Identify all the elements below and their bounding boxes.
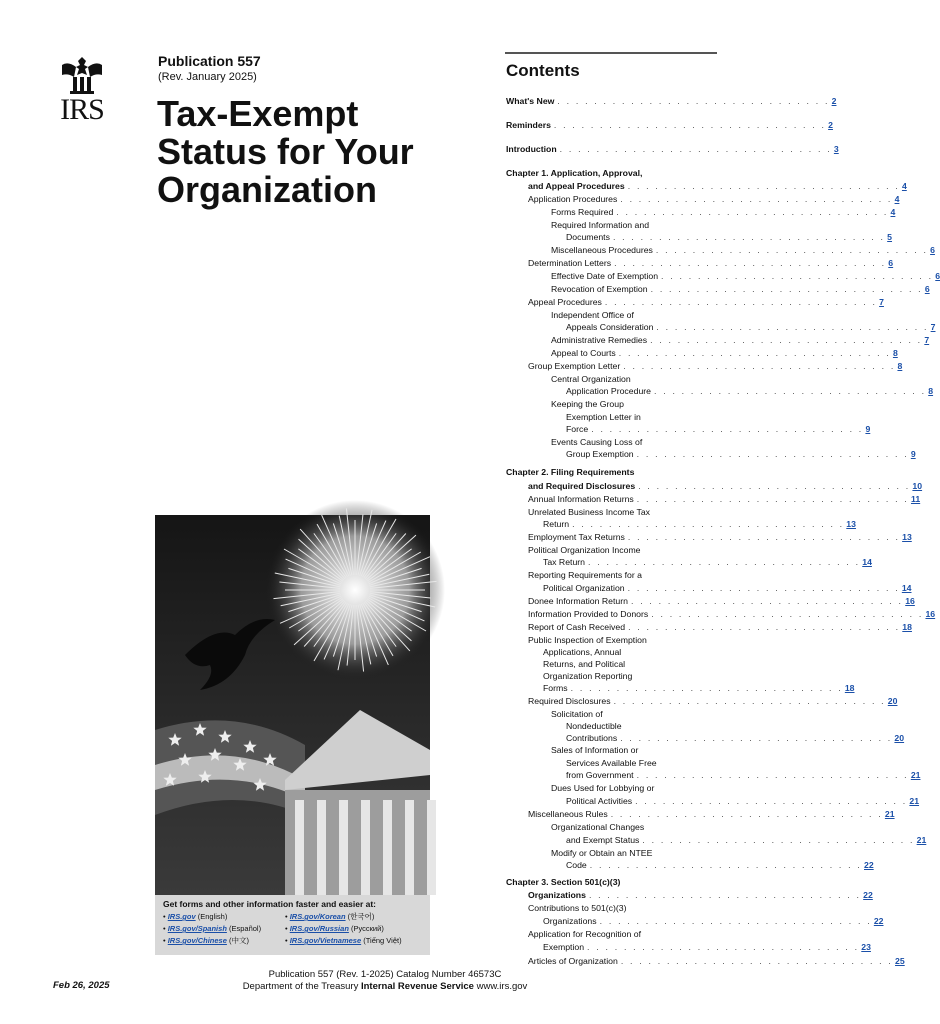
toc-leader-dots: . . . . . . . . . . . . . . . . . . . . . . . . . . . . . . [613, 696, 886, 706]
toc-entry [506, 821, 718, 833]
toc-page-link[interactable]: 6 [935, 271, 940, 281]
toc-entry [506, 658, 718, 670]
toc-entry-label: Exemption Letter in [566, 412, 641, 422]
toc-entry[interactable] [506, 180, 907, 192]
toc-page-link[interactable]: 22 [873, 916, 884, 926]
toc-entry[interactable] [506, 493, 921, 505]
toc-entry-label: Chapter 3. Section 501(c)(3) [506, 877, 621, 887]
toc-entry-label: Determination Letters [528, 258, 612, 268]
language-link[interactable]: IRS.gov/Korean [289, 912, 346, 921]
toc-entry [506, 373, 718, 385]
links-column [163, 911, 261, 947]
toc-entry-label: Political Organization Income [528, 545, 641, 555]
toc-entry-label: Returns, and Political [543, 659, 626, 669]
toc-page-link[interactable]: 18 [902, 622, 912, 632]
toc-entry-label: Return [543, 519, 570, 529]
toc-entry[interactable] [506, 695, 898, 707]
toc-entry-label: Events Causing Loss of [551, 437, 643, 447]
toc-entry-label: Required Information and [551, 220, 650, 230]
toc-entry-label: Application Procedure [566, 386, 651, 396]
title-line: Organization [157, 169, 378, 210]
language-link[interactable]: IRS.gov/Russian [289, 924, 349, 933]
toc-leader-dots: . . . . . . . . . . . . . . . . . . . . . . . . . . . . . . [655, 245, 929, 255]
toc-entry [506, 436, 718, 448]
toc-entry-label: Nondeductible [566, 721, 622, 731]
toc-page-link[interactable]: 9 [865, 424, 871, 434]
toc-leader-dots: . . . . . . . . . . . . . . . . . . . . . . . . . . . . . . [642, 835, 915, 845]
toc-entry-label: Application for Recognition of [528, 929, 642, 939]
cover-link-item: • IRS.gov/Spanish (Español) [163, 924, 262, 933]
toc-entry [506, 670, 718, 682]
toc-entry-label: Tax Return [543, 557, 586, 567]
toc-entry[interactable] [506, 296, 884, 308]
toc-page-link[interactable]: 8 [897, 361, 903, 371]
toc-entry-label: Political Activities [566, 796, 633, 806]
toc-entry [506, 309, 718, 321]
toc-entry [506, 569, 718, 581]
toc-entry[interactable] [506, 531, 912, 543]
toc-leader-dots: . . . . . . . . . . . . . . . . . . . . . . . . . . . . . . [610, 809, 883, 819]
toc-entry-label: Administrative Remedies [551, 335, 648, 345]
toc-leader-dots: . . . . . . . . . . . . . . . . . . . . . . . . . . . . . . [650, 284, 923, 294]
toc-entry[interactable] [506, 270, 940, 282]
toc-entry-label: from Government [566, 770, 634, 780]
footer-catalog: Publication 557 (Rev. 1-2025) Catalog Number 46573C [268, 969, 502, 980]
cover-link-item: • IRS.gov/Russian (Русский) [285, 924, 384, 933]
toc-entry-label: Miscellaneous Rules [528, 809, 608, 819]
toc-leader-dots: . . . . . . . . . . . . . . . . . . . . . . . . . . . . . . [636, 770, 909, 780]
language-link[interactable]: IRS.gov/Vietnamese [289, 936, 362, 945]
toc-entry-label: Employment Tax Returns [528, 532, 625, 542]
toc-leader-dots: . . . . . . . . . . . . . . . . . . . . . . . . . . . . . . [588, 890, 862, 900]
toc-entry-label: Dues Used for Lobbying or [551, 783, 655, 793]
toc-entry [506, 847, 718, 859]
irs-logo [50, 55, 114, 127]
toc-entry [506, 708, 718, 720]
toc-entry-label: Code [566, 860, 587, 870]
footer-dept-name: Department of the Treasury [242, 981, 359, 992]
toc-entry [506, 219, 718, 231]
title-line: Status for Your [157, 131, 414, 172]
toc-leader-dots: . . . . . . . . . . . . . . . . . . . . . . . . . . . . . . [620, 194, 893, 204]
toc-entry[interactable] [506, 448, 916, 460]
toc-entry[interactable] [506, 769, 921, 781]
toc-page-link[interactable]: 6 [930, 245, 935, 255]
toc-entry [506, 720, 718, 732]
toc-entry-label: Reminders [506, 120, 551, 130]
toc-leader-dots: . . . . . . . . . . . . . . . . . . . . . . . . . . . . . . [636, 449, 909, 459]
toc-entry [506, 167, 718, 179]
toc-entry-label: Appeal Procedures [528, 297, 602, 307]
toc-entry[interactable] [506, 732, 905, 744]
toc-leader-dots: . . . . . . . . . . . . . . . . . . . . . . . . . . . . . . [635, 796, 908, 806]
toc-entry-label: Organizations [543, 916, 597, 926]
language-note: (中文) [226, 936, 249, 945]
toc-entry-label: Services Available Free [566, 758, 657, 768]
toc-entry-label: and Appeal Procedures [528, 181, 625, 191]
toc-page-link[interactable]: 5 [887, 232, 893, 242]
toc-page-link[interactable]: 7 [924, 335, 930, 345]
toc-entry-label: Revocation of Exemption [551, 284, 648, 294]
toc-entry[interactable] [506, 595, 915, 607]
toc-entry-label: Information Provided to Donors [528, 609, 649, 619]
toc-page-link[interactable]: 2 [831, 96, 837, 106]
toc-entry-label: Exemption [543, 942, 585, 952]
toc-entry[interactable] [506, 955, 905, 967]
toc-entry-label: Required Disclosures [528, 696, 611, 706]
language-link[interactable]: IRS.gov/Spanish [167, 924, 227, 933]
toc-page-link[interactable]: 14 [901, 583, 912, 593]
toc-entry-label: Application Procedures [528, 194, 618, 204]
toc-leader-dots: . . . . . . . . . . . . . . . . . . . . . . . . . . . . . . [654, 386, 927, 396]
toc-entry[interactable] [506, 119, 833, 131]
toc-page-link[interactable]: 2 [828, 120, 833, 130]
toc-entry-label: Political Organization [543, 583, 625, 593]
toc-entry[interactable] [506, 257, 894, 269]
toc-entry [506, 902, 718, 914]
cover-link-item: • IRS.gov (English) [163, 912, 228, 921]
toc-entry-label: Organizations [528, 890, 586, 900]
toc-entry-label: Independent Office of [551, 310, 634, 320]
toc-leader-dots: . . . . . . . . . . . . . . . . . . . . . . . . . . . . . . [557, 96, 830, 106]
toc-entry [506, 634, 718, 646]
language-link[interactable]: IRS.gov/Chinese [167, 936, 227, 945]
language-link[interactable]: IRS.gov [167, 912, 196, 921]
toc-entry[interactable] [506, 834, 927, 846]
toc-entry[interactable] [506, 244, 935, 256]
toc-entry [506, 506, 718, 518]
toc-entry[interactable] [506, 480, 923, 492]
contents-title: Contents [506, 61, 580, 80]
toc-entry-label: Organizational Changes [551, 822, 645, 832]
toc-entry-label: Group Exemption Letter [528, 361, 621, 371]
toc-page-link[interactable]: 10 [912, 481, 923, 491]
toc-page-link[interactable]: 16 [905, 596, 915, 606]
toc-leader-dots: . . . . . . . . . . . . . . . . . . . . . . . . . . . . . . [661, 271, 934, 281]
toc-leader-dots: . . . . . . . . . . . . . . . . . . . . . . . . . . . . . . [623, 361, 896, 371]
toc-entry[interactable] [506, 582, 912, 594]
toc-leader-dots: . . . . . . . . . . . . . . . . . . . . . . . . . . . . . . [589, 860, 862, 870]
toc-page-link[interactable]: 18 [844, 683, 855, 693]
toc-page-link[interactable]: 16 [925, 609, 936, 619]
toc-entry-label: Solicitation of [551, 709, 603, 719]
toc-page-link[interactable]: 20 [887, 696, 898, 706]
cover-link-item: • IRS.gov/Chinese (中文) [163, 936, 249, 945]
toc-entry[interactable] [506, 915, 884, 927]
footer-irs-name: Internal Revenue Service [360, 981, 474, 992]
toc-page-link[interactable]: 6 [888, 258, 894, 268]
title-line: Tax-Exempt [157, 93, 359, 134]
toc-entry-label: Reporting Requirements for a [528, 570, 642, 580]
toc-entry[interactable] [506, 206, 896, 218]
toc-page-link[interactable]: 9 [910, 449, 916, 459]
toc-entry[interactable] [506, 385, 934, 397]
toc-entry-label: Report of Cash Received [528, 622, 626, 632]
toc-page-link[interactable]: 21 [884, 809, 895, 819]
irs-logo-text: IRS [60, 93, 104, 126]
page-title [157, 95, 414, 209]
cover-link-item: • IRS.gov/Korean (한국어) [285, 912, 375, 921]
toc-leader-dots: . . . . . . . . . . . . . . . . . . . . . . . . . . . . . . [638, 481, 911, 491]
toc-page-link[interactable]: 14 [862, 557, 872, 567]
toc-entry [506, 411, 718, 423]
toc-entry-label: Unrelated Business Income Tax [528, 507, 651, 517]
toc-entry[interactable] [506, 941, 871, 953]
toc-entry-label: Public Inspection of Exemption [528, 635, 647, 645]
toc-entry-label: Forms Required [551, 207, 614, 217]
toc-leader-dots: . . . . . . . . . . . . . . . . . . . . . . . . . . . . . . [651, 609, 924, 619]
toc-entry-label: Documents [566, 232, 610, 242]
toc-entry-label: Miscellaneous Procedures [551, 245, 653, 255]
toc-entry-label: and Required Disclosures [528, 481, 636, 491]
toc-leader-dots: . . . . . . . . . . . . . . . . . . . . . . . . . . . . . . [618, 348, 891, 358]
toc-page-link[interactable]: 22 [863, 890, 873, 900]
toc-page-link[interactable]: 25 [895, 956, 905, 966]
toc-entry[interactable] [506, 556, 872, 568]
toc-leader-dots: . . . . . . . . . . . . . . . . . . . . . . . . . . . . . . [656, 322, 929, 332]
toc-page-link[interactable]: 13 [902, 532, 912, 542]
publication-revision: (Rev. January 2025) [158, 71, 257, 83]
language-note: (Русский) [348, 924, 384, 933]
toc-entry[interactable] [506, 621, 912, 633]
toc-page-link[interactable]: 6 [924, 284, 930, 294]
toc-entry [506, 466, 718, 478]
toc-entry-label: Contributions to 501(c)(3) [528, 903, 627, 913]
toc-entry-label: Appeal to Courts [551, 348, 616, 358]
toc-leader-dots: . . . . . . . . . . . . . . . . . . . . . . . . . . . . . . [650, 335, 923, 345]
toc-entry-label: Contributions [566, 733, 618, 743]
toc-page-link[interactable]: 21 [916, 835, 927, 845]
cover-illustration [155, 515, 430, 955]
language-note: (Español) [226, 924, 262, 933]
toc-entry[interactable] [506, 347, 898, 359]
toc-entry [506, 398, 718, 410]
footer-website: www.irs.gov [476, 981, 528, 992]
toc-leader-dots: . . . . . . . . . . . . . . . . . . . . . . . . . . . . . . [616, 207, 889, 217]
toc-entry[interactable] [506, 321, 936, 333]
toc-page-link[interactable]: 3 [833, 144, 839, 154]
toc-leader-dots: . . . . . . . . . . . . . . . . . . . . . . . . . . . . . . [587, 942, 860, 952]
toc-page-link[interactable]: 21 [910, 770, 921, 780]
toc-entry[interactable] [506, 95, 837, 107]
language-note: (Tiếng Việt) [361, 936, 402, 945]
toc-entry-label: Forms [543, 683, 568, 693]
toc-page-link[interactable]: 7 [930, 322, 936, 332]
toc-page-link[interactable]: 21 [909, 796, 920, 806]
toc-entry-label: Keeping the Group [551, 399, 624, 409]
toc-page-link[interactable]: 13 [846, 519, 856, 529]
toc-entry [506, 544, 718, 556]
toc-entry-label: Chapter 2. Filing Requirements [506, 467, 635, 477]
toc-entry-label: Force [566, 424, 589, 434]
toc-leader-dots: . . . . . . . . . . . . . . . . . . . . . . . . . . . . . . [570, 683, 843, 693]
toc-entry-label: Appeals Consideration [566, 322, 654, 332]
toc-leader-dots: . . . . . . . . . . . . . . . . . . . . . . . . . . . . . . [636, 494, 909, 504]
toc-entry-label: What's New [506, 96, 555, 106]
toc-entry[interactable] [506, 889, 873, 901]
toc-leader-dots: . . . . . . . . . . . . . . . . . . . . . . . . . . . . . . [591, 424, 864, 434]
toc-page-link[interactable]: 4 [890, 207, 896, 217]
toc-entry [506, 744, 718, 756]
toc-entry-label: and Exempt Status [566, 835, 640, 845]
toc-entry-label: Applications, Annual [543, 647, 622, 657]
toc-entry-label: Effective Date of Exemption [551, 271, 659, 281]
eagle-emblem-icon [58, 55, 106, 95]
links-column [285, 911, 402, 947]
language-note: (한국어) [345, 912, 375, 921]
toc-entry-label: Articles of Organization [528, 956, 618, 966]
toc-page-link[interactable]: 8 [892, 348, 898, 358]
toc-page-link[interactable]: 4 [894, 194, 900, 204]
toc-entry-label: Donee Information Return [528, 596, 628, 606]
toc-leader-dots: . . . . . . . . . . . . . . . . . . . . . . . . . . . . . . [614, 258, 887, 268]
toc-entry[interactable] [506, 423, 871, 435]
toc-page-link[interactable]: 11 [910, 494, 921, 504]
toc-entry-label: Introduction [506, 144, 557, 154]
toc-leader-dots: . . . . . . . . . . . . . . . . . . . . . . . . . . . . . . [559, 144, 832, 154]
toc-entry[interactable] [506, 143, 839, 155]
toc-leader-dots: . . . . . . . . . . . . . . . . . . . . . . . . . . . . . . [630, 596, 904, 606]
toc-leader-dots: . . . . . . . . . . . . . . . . . . . . . . . . . . . . . . [620, 733, 893, 743]
publication-number: Publication 557 [158, 53, 261, 69]
toc-entry[interactable] [506, 518, 856, 530]
footer-department [0, 981, 770, 992]
fireworks-eagle-capitol-image [155, 515, 430, 895]
toc-entry [506, 928, 718, 940]
toc-entry[interactable] [506, 283, 930, 295]
language-note: (English) [195, 912, 228, 921]
toc-entry-label: Central Organization [551, 374, 631, 384]
toc-page-link[interactable]: 8 [928, 386, 934, 396]
toc-leader-dots: . . . . . . . . . . . . . . . . . . . . . . . . . . . . . . [572, 519, 845, 529]
toc-entry-label: Group Exemption [566, 449, 634, 459]
toc-leader-dots: . . . . . . . . . . . . . . . . . . . . . . . . . . . . . . [627, 583, 900, 593]
toc-page-link[interactable]: 20 [894, 733, 905, 743]
toc-entry[interactable] [506, 193, 900, 205]
toc-entry[interactable] [506, 231, 893, 243]
toc-entry-label: Annual Information Returns [528, 494, 634, 504]
toc-entry[interactable] [506, 859, 874, 871]
toc-page-link[interactable]: 7 [879, 297, 884, 307]
contents-rule [505, 52, 717, 54]
toc-entry-label: Chapter 1. Application, Approval, [506, 168, 643, 178]
toc-page-link[interactable]: 4 [901, 181, 907, 191]
toc-entry[interactable] [506, 795, 920, 807]
toc-page-link[interactable]: 23 [861, 942, 871, 952]
toc-leader-dots: . . . . . . . . . . . . . . . . . . . . . . . . . . . . . . [588, 557, 861, 567]
toc-leader-dots: . . . . . . . . . . . . . . . . . . . . . . . . . . . . . . [627, 181, 900, 191]
toc-entry[interactable] [506, 808, 895, 820]
cover-headline: Get forms and other information faster and easier at: [163, 899, 377, 909]
toc-entry-label: Sales of Information or [551, 745, 639, 755]
toc-entry [506, 782, 718, 794]
toc-leader-dots: . . . . . . . . . . . . . . . . . . . . . . . . . . . . . . [553, 120, 827, 130]
cover-link-item: • IRS.gov/Vietnamese (Tiếng Việt) [285, 936, 402, 945]
toc-leader-dots: . . . . . . . . . . . . . . . . . . . . . . . . . . . . . . [599, 916, 872, 926]
toc-page-link[interactable]: 22 [864, 860, 874, 870]
toc-entry [506, 646, 718, 658]
toc-leader-dots: . . . . . . . . . . . . . . . . . . . . . . . . . . . . . . [627, 532, 901, 542]
toc-entry [506, 757, 718, 769]
toc-entry-label: Organization Reporting [543, 671, 633, 681]
toc-leader-dots: . . . . . . . . . . . . . . . . . . . . . . . . . . . . . . [628, 622, 901, 632]
toc-leader-dots: . . . . . . . . . . . . . . . . . . . . . . . . . . . . . . [604, 297, 878, 307]
footer-date: Feb 26, 2025 [53, 980, 110, 991]
toc-entry[interactable] [506, 334, 930, 346]
toc-leader-dots: . . . . . . . . . . . . . . . . . . . . . . . . . . . . . . [620, 956, 894, 966]
toc-entry[interactable] [506, 360, 903, 372]
toc-entry[interactable] [506, 608, 936, 620]
toc-leader-dots: . . . . . . . . . . . . . . . . . . . . . . . . . . . . . . [612, 232, 886, 242]
toc-entry-label: Modify or Obtain an NTEE [551, 848, 653, 858]
toc-entry [506, 876, 718, 888]
toc-entry[interactable] [506, 682, 855, 694]
